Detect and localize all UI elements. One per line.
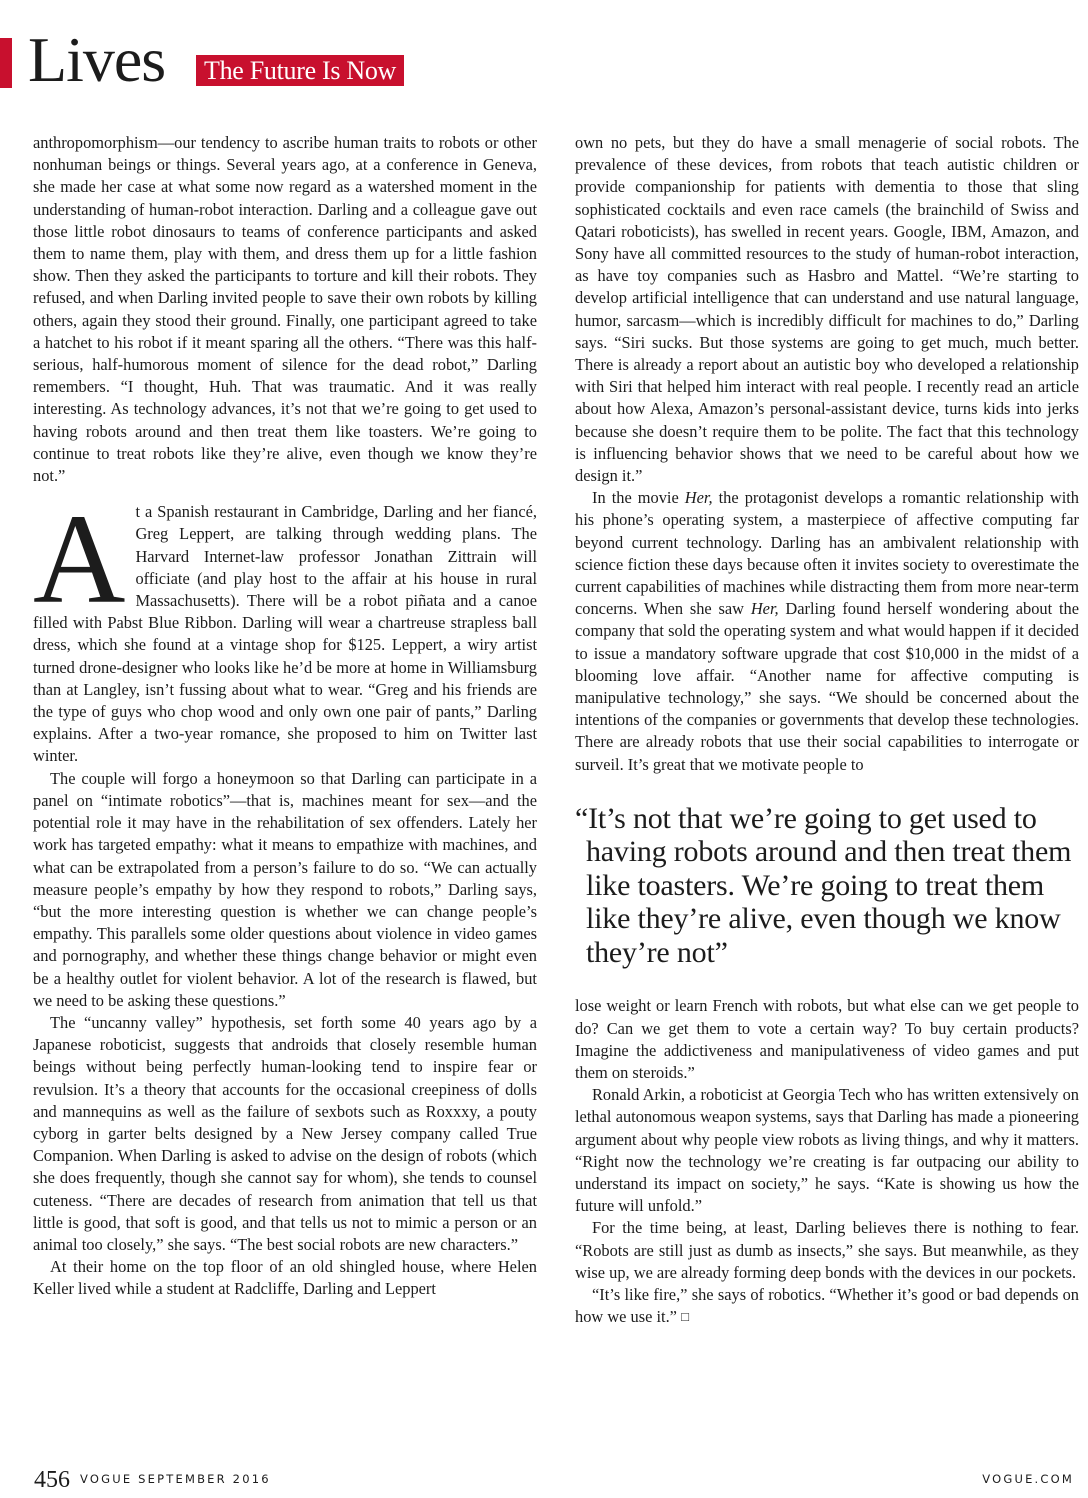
paragraph-text: “It’s like fire,” she says of robotics. “Whether it’s good or bad depends on how we use it.” bbox=[575, 1285, 1079, 1327]
film-title: Her, bbox=[684, 488, 713, 508]
paragraph: anthropomorphism—our tendency to ascribe human traits to robots or other nonhuman beings or things. Several years ago, at a conference in Geneva, she made her case at what some now regard as a watershed moment in the understanding of human-robot interaction. Darling and a colleague gave out those little robot dinosaurs to teams of conference participants and asked them to name them, play with them, and dress them up for a little fashion show. Then they asked the participants to torture and kill their robots. They refused, and when Darling invited people to save their own robots by killing others, again they stood their ground. Finally, one participant agreed to take a hatchet to his robot if it meant sparing all the others. “There was this half-serious, half-humorous moment of silence for the dead robot,” Darling remembers. “I thought, Huh. That was traumatic. And it was really interesting. As technology advances, it’s not that we’re going to get used to having robots around and then treat them like toasters. We’re going to continue to treat robots like they’re alive, even though we know they’re not.” bbox=[33, 133, 537, 486]
paragraph-text: t a Spanish restaurant in Cambridge, Darling and her fiancé, Greg Leppert, are talking through wedding plans. The Harvard Internet-law professor Jonathan Zittrain will officiate (and play host to the affair at his house in rural Massachusetts). There will be a robot piñata and a canoe filled with Pabst Blue Ribbon. Darling will wear a chartreuse strapless ball dress, which she found at a vintage shop for $125. Leppert, a wiry artist turned drone-designer who looks like he’d be more at home in Williamsburg than at Langley, isn’t fussing about what to wear. “Greg and his friends are the type of guys who chop wood and only own one pair of pants,” Darling explains. After a two-year romance, she proposed to him on Twitter last winter. bbox=[33, 502, 537, 766]
paragraph-final bbox=[575, 1284, 1079, 1328]
paragraph: Ronald Arkin, a roboticist at Georgia Tech who has written extensively on lethal autonomous weapon systems, says that Darling has made a pioneering argument about why people view robots as living things, and why it matters. “Right now the technology we’re creating is far outpacing our ability to understand its impact on society,” he says. “Kate is showing us how the future will unfold.” bbox=[575, 1085, 1079, 1216]
section-title: Lives bbox=[28, 24, 166, 95]
paragraph-text: In the movie bbox=[592, 488, 685, 508]
paragraph-text: Darling found herself wondering about the company that sold the operating system and what would happen if it decided to issue a mandatory software upgrade that cost $10,000 in the midst of a blooming love affair. “Another name for affective computing is manipulative technology,” she says. “We should be concerned about the intentions of the companies or governments that develop these technologies. There are already robots that use their social capabilities to interrogate or surveil. It’s great that we motivate people to bbox=[575, 599, 1079, 774]
drop-cap: A bbox=[33, 488, 126, 631]
magazine-issue: VOGUE SEPTEMBER 2016 bbox=[80, 1472, 271, 1486]
paragraph: At their home on the top floor of an old shingled house, where Helen Keller lived while a student at Radcliffe, Darling and Leppert bbox=[33, 1257, 537, 1299]
end-mark-icon: □ bbox=[681, 1309, 689, 1325]
paragraph: The couple will forgo a honeymoon so that Darling can participate in a panel on “intimate robotics”—that is, machines meant for sex—and the potential role it may have in the rehabilitation of sex offenders. Lately her work has targeted empathy: what it means to empathize with machines, and what can be extrapolated from a person’s failure to do so. “We can actually measure people’s empathy by how they respond to robots,” Darling says, “but the more interesting question is whether we can change people’s empathy. This parallels some older questions about violence in video games and pornography, and whether these things change behavior or might even be a healthy outlet for violent behavior. A lot of the research is flawed, but we need to be asking these questions.” bbox=[33, 768, 537, 1010]
paragraph-text: the protagonist develops a romantic relationship with his phone’s operating system, a masterpiece of affective computing far beyond current technology. Darling has an ambivalent relationship with science fiction these days because often it invites society to overestimate the current capabilities of machines while distracting them from more near-term concerns. When she saw bbox=[575, 488, 1079, 619]
film-title: Her, bbox=[750, 599, 779, 619]
pull-quote: “It’s not that we’re going to get used to having robots around and then treat them like toasters. We’re going to treat them like they’re alive, even though we know they’re not” bbox=[575, 801, 1072, 969]
right-column bbox=[575, 132, 1079, 1402]
left-column bbox=[33, 132, 537, 1422]
paragraph-her bbox=[575, 487, 1079, 776]
paragraph: For the time being, at least, Darling believes there is nothing to fear. “Robots are still just as dumb as insects,” she says. But meanwhile, as they wise up, we are already forming deep bonds with the devices in our pockets. bbox=[575, 1218, 1079, 1282]
rubric-label: The Future Is Now bbox=[196, 55, 404, 86]
paragraph-dropcap bbox=[33, 488, 537, 767]
website-link[interactable]: VOGUE.COM bbox=[982, 1472, 1074, 1486]
page-number: 456 bbox=[34, 1467, 70, 1493]
paragraph: The “uncanny valley” hypothesis, set forth some 40 years ago by a Japanese roboticist, suggests that androids that closely resemble human beings without being perfectly human-looking tend to inspire fear or revulsion. It’s a theory that accounts for the occasional creepiness of dolls and mannequins as well as the failure of sexbots such as Roxxxy, a pouty cyborg in garter belts designed by a New Jersey company called True Companion. When Darling is asked to advise on the design of robots (which she does frequently, though she cannot say for whom), she tends to counsel cuteness. “There are decades of research from animation that tell us that little is good, that soft is good, and that tells us not to mimic a person or an animal too closely,” she says. “The best social robots are new characters.” bbox=[33, 1012, 537, 1254]
section-accent-bar bbox=[0, 38, 12, 88]
paragraph: own no pets, but they do have a small menagerie of social robots. The prevalence of these devices, from robots that teach autistic children or provide companionship for patients with dementia to those that sling sophisticated cocktails and even race camels (the brainchild of Swiss and Qatari roboticists), has swelled in recent years. Google, IBM, Amazon, and Sony have all committed resources to the study of human-robot interaction, as have toy companies such as Hasbro and Mattel. “We’re starting to develop artificial intelligence that can understand and use natural language, humor, sarcasm—which is incredibly difficult for machines to do,” Darling says. “Siri sucks. But those systems are going to get much, much better. There is already a report about an autistic boy who developed a relationship with Siri that helped him interact with real people. I recently read an article about how Alexa, Amazon’s personal-assistant device, turns kids into jerks because she doesn’t require them to be polite. The fact that this technology is influencing behavior shows that we need to be careful about how we design it.” bbox=[575, 133, 1079, 486]
paragraph: lose weight or learn French with robots, but what else can we get people to do? Can we get them to vote a certain way? To buy certain products? Imagine the addictiveness and manipulativeness of video games and put them on steroids.” bbox=[575, 996, 1079, 1082]
